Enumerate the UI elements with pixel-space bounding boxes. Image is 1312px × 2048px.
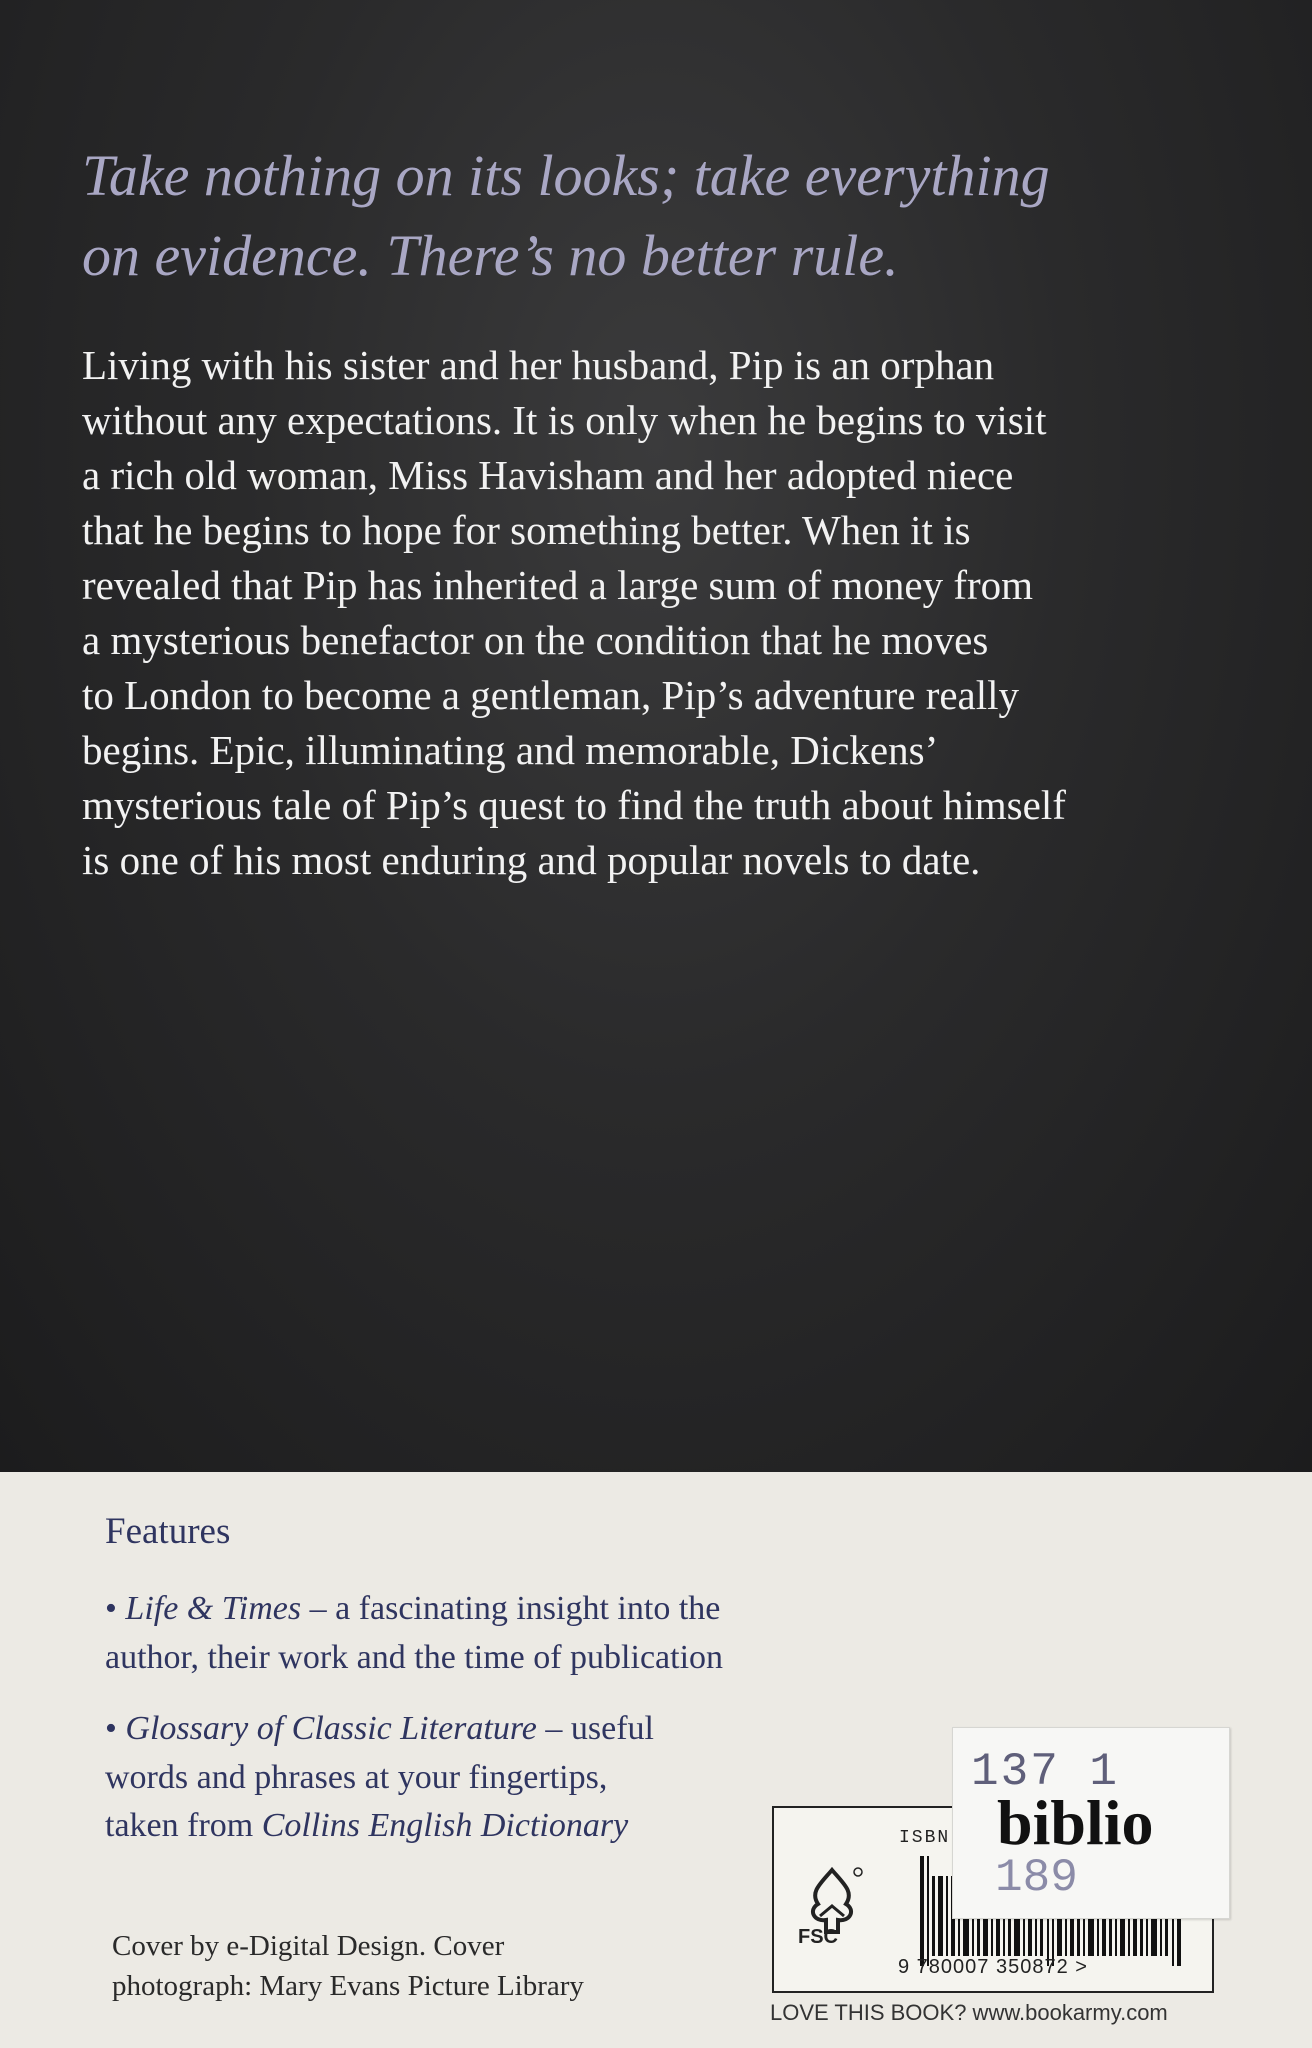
credits-line: Cover by e-Digital Design. Cover	[112, 1930, 505, 1962]
feature-name: Glossary of Classic Literature	[125, 1710, 537, 1747]
feature-desc-line: author, their work and the time of publication	[105, 1639, 724, 1676]
synopsis-line: without any expectations. It is only when he begins to visit	[82, 397, 1047, 443]
feature-desc: – useful	[536, 1710, 654, 1747]
synopsis-line: that he begins to hope for something better. When it is	[82, 507, 971, 553]
feature-desc-prefix: taken from	[105, 1807, 262, 1844]
quote-line: on evidence. There’s no better rule.	[82, 223, 899, 288]
feature-desc: – a fascinating insight into the	[301, 1590, 721, 1627]
synopsis-line: begins. Epic, illuminating and memorable, Dickens’	[82, 727, 939, 773]
feature-name: Life & Times	[125, 1590, 302, 1627]
feature-item-life-times	[105, 1585, 720, 1632]
isbn-label: ISBN	[899, 1828, 951, 1848]
synopsis-line: is one of his most enduring and popular novels to date.	[82, 837, 981, 883]
library-sticker	[952, 1727, 1230, 1919]
synopsis-line: a mysterious benefactor on the condition that he moves	[82, 617, 989, 663]
bullet: •	[105, 1710, 117, 1747]
barcode-number: 9 780007 350872 >	[898, 1956, 1088, 1978]
credits-line: photograph: Mary Evans Picture Library	[112, 1970, 584, 2002]
fsc-label: FSC	[798, 1926, 838, 1948]
synopsis	[82, 338, 1272, 888]
bookarmy-footer: LOVE THIS BOOK? www.bookarmy.com	[770, 2000, 1168, 2025]
quote-line: Take nothing on its looks; take everything	[82, 143, 1050, 208]
sticker-code: 189	[995, 1852, 1078, 1904]
synopsis-line: Living with his sister and her husband, Pip is an orphan	[82, 342, 995, 388]
feature-desc-line	[105, 1802, 628, 1849]
synopsis-line: to London to become a gentleman, Pip’s adventure really	[82, 672, 1020, 718]
synopsis-line: mysterious tale of Pip’s quest to find the truth about himself	[82, 782, 1066, 828]
pull-quote	[82, 136, 1262, 296]
synopsis-line: revealed that Pip has inherited a large sum of money from	[82, 562, 1034, 608]
sticker-code: 137 1	[971, 1746, 1120, 1798]
features-heading: Features	[105, 1511, 231, 1552]
cover-credits	[112, 1926, 584, 2006]
bullet: •	[105, 1590, 117, 1627]
feature-item-glossary	[105, 1705, 654, 1752]
sticker-label: biblio	[997, 1787, 1154, 1858]
feature-desc-line: words and phrases at your fingertips,	[105, 1759, 608, 1796]
dictionary-title: Collins English Dictionary	[261, 1807, 629, 1844]
synopsis-line: a rich old woman, Miss Havisham and her adopted niece	[82, 452, 1014, 498]
